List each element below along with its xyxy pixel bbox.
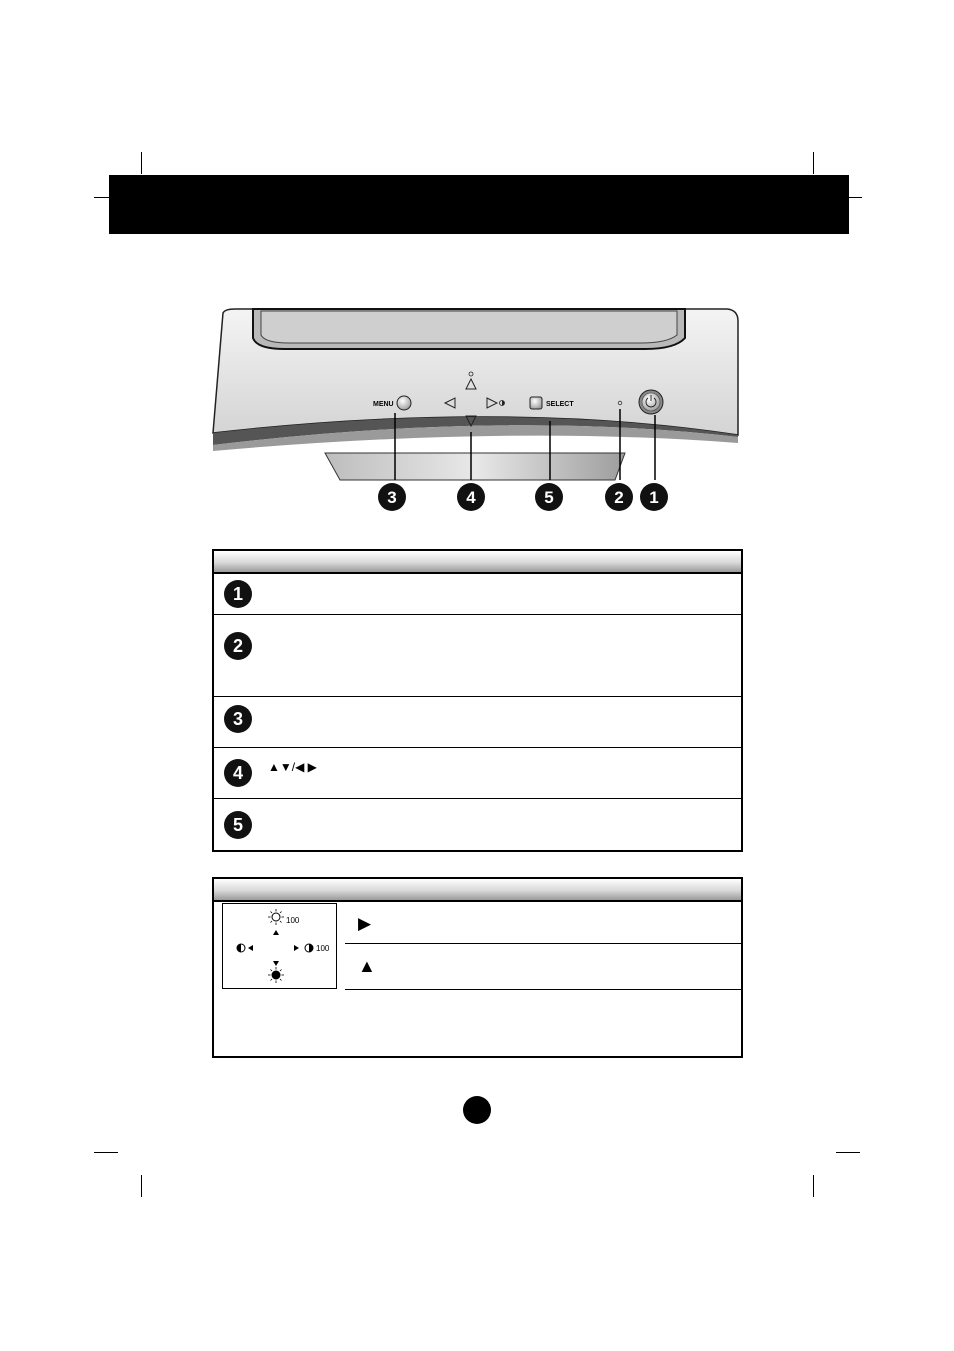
right-arrow-icon [294, 945, 299, 951]
up-arrow-icon [273, 930, 279, 935]
crop-mark [813, 1175, 814, 1197]
left-arrow-icon [248, 945, 253, 951]
right-arrow-icon: ▶ [358, 914, 372, 933]
sun-icon [268, 909, 284, 925]
row-number-badge: 2 [224, 632, 252, 660]
svg-text:2: 2 [614, 488, 624, 507]
crop-mark [813, 152, 814, 174]
section-header-bar [109, 175, 849, 234]
monitor-front-illustration [205, 305, 745, 525]
svg-text:3: 3 [387, 488, 397, 507]
select-label: SELECT [546, 401, 574, 408]
controls-table [212, 549, 743, 852]
crop-mark [94, 197, 109, 198]
controls-table-header [214, 551, 741, 574]
up-arrow-icon: ▲ [358, 956, 376, 976]
sun-dark-icon [268, 967, 284, 983]
crop-mark [849, 197, 862, 198]
callout-2 [605, 483, 633, 511]
row-number-badge: 1 [224, 580, 252, 608]
table-row [214, 748, 741, 799]
table-row [214, 574, 741, 615]
hotkey-table-header [214, 879, 741, 902]
crop-mark [141, 152, 142, 174]
hotkey-table [212, 877, 743, 1058]
menu-label: MENU [373, 401, 394, 408]
select-button-icon [530, 397, 542, 409]
row-number-badge: 5 [224, 811, 252, 839]
down-arrow-icon [273, 961, 279, 966]
svg-text:4: 4 [466, 488, 476, 507]
divider [345, 989, 741, 990]
crop-mark [94, 1152, 118, 1153]
divider [345, 943, 741, 944]
crop-mark [141, 1175, 142, 1197]
page-number-badge [463, 1096, 491, 1124]
contrast-icon [305, 944, 313, 952]
svg-text:1: 1 [649, 488, 659, 507]
row-number-badge: 4 [224, 759, 252, 787]
callout-5 [535, 483, 563, 511]
table-row [214, 615, 741, 697]
callout-3 [378, 483, 406, 511]
table-row [214, 799, 741, 850]
table-row [214, 697, 741, 748]
contrast-value: 100 [316, 944, 330, 953]
svg-text:5: 5 [544, 488, 554, 507]
menu-button-icon [397, 396, 411, 410]
crop-mark [836, 1152, 860, 1153]
brightness-value: 100 [286, 916, 300, 925]
callout-4 [457, 483, 485, 511]
arrow-keys-icon: ▲▼/◀ ▶ [268, 760, 317, 774]
osd-diagram [222, 903, 337, 989]
contrast-icon [237, 944, 245, 952]
row-number-badge: 3 [224, 705, 252, 733]
callout-1 [640, 483, 668, 511]
